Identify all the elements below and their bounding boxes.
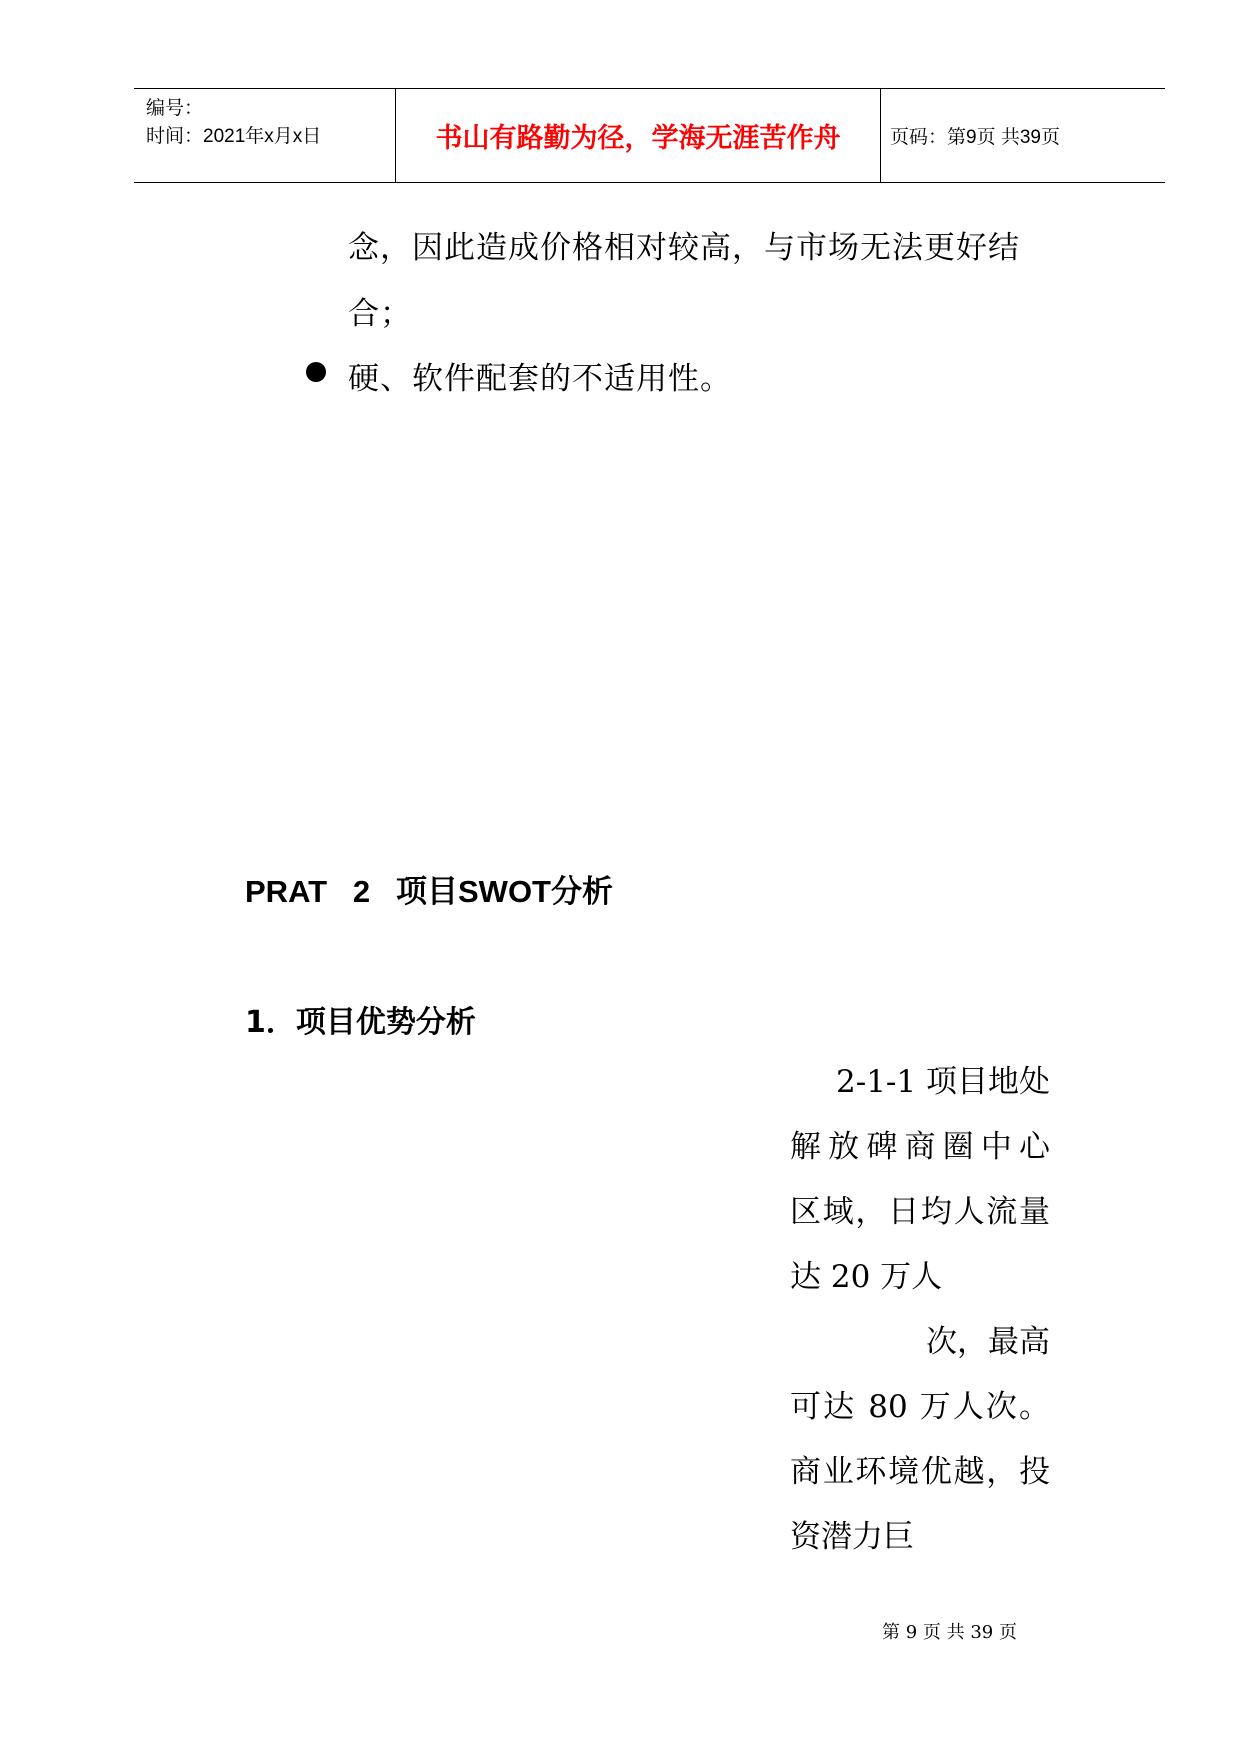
- column-line: 达 20 万人: [790, 1259, 943, 1295]
- header-divider: [880, 89, 881, 182]
- column-line: 次，最高: [926, 1324, 1050, 1360]
- column-line: 区域，日均人流量: [790, 1194, 1050, 1230]
- paragraph-line: 念，因此造成价格相对较高，与市场无法更好结: [348, 230, 1020, 266]
- header-meta: [146, 95, 321, 151]
- footer-page-number: 第 9 页 共 39 页: [882, 1622, 1017, 1643]
- paragraph-line: 合；: [348, 296, 412, 332]
- part-heading: PRAT 2 项目SWOT分析: [245, 874, 613, 909]
- text-column: [790, 1060, 1050, 1580]
- header-divider: [395, 89, 396, 182]
- page-footer: [0, 1618, 1241, 1644]
- section-heading: 1．项目优势分析: [245, 1005, 476, 1040]
- header-motto: 书山有路勤为径，学海无涯苦作舟: [435, 123, 841, 154]
- column-line: 资潜力巨: [790, 1519, 914, 1555]
- column-line: 可达 80 万人次。: [790, 1389, 1050, 1425]
- column-line: 2-1-1 项目地处: [836, 1064, 1050, 1100]
- document-date: 时间：2021年x月x日: [146, 126, 322, 147]
- column-line: 解放碑商圈中心: [790, 1129, 1050, 1165]
- column-line: 商业环境优越，投: [790, 1454, 1050, 1490]
- document-number: 编号：: [146, 98, 204, 119]
- header-page-info: 页码：第9页 共39页: [890, 127, 1060, 148]
- document-header: [134, 88, 1165, 183]
- bullet-item: 硬、软件配套的不适用性。: [348, 361, 732, 397]
- bullet-icon: [306, 362, 326, 382]
